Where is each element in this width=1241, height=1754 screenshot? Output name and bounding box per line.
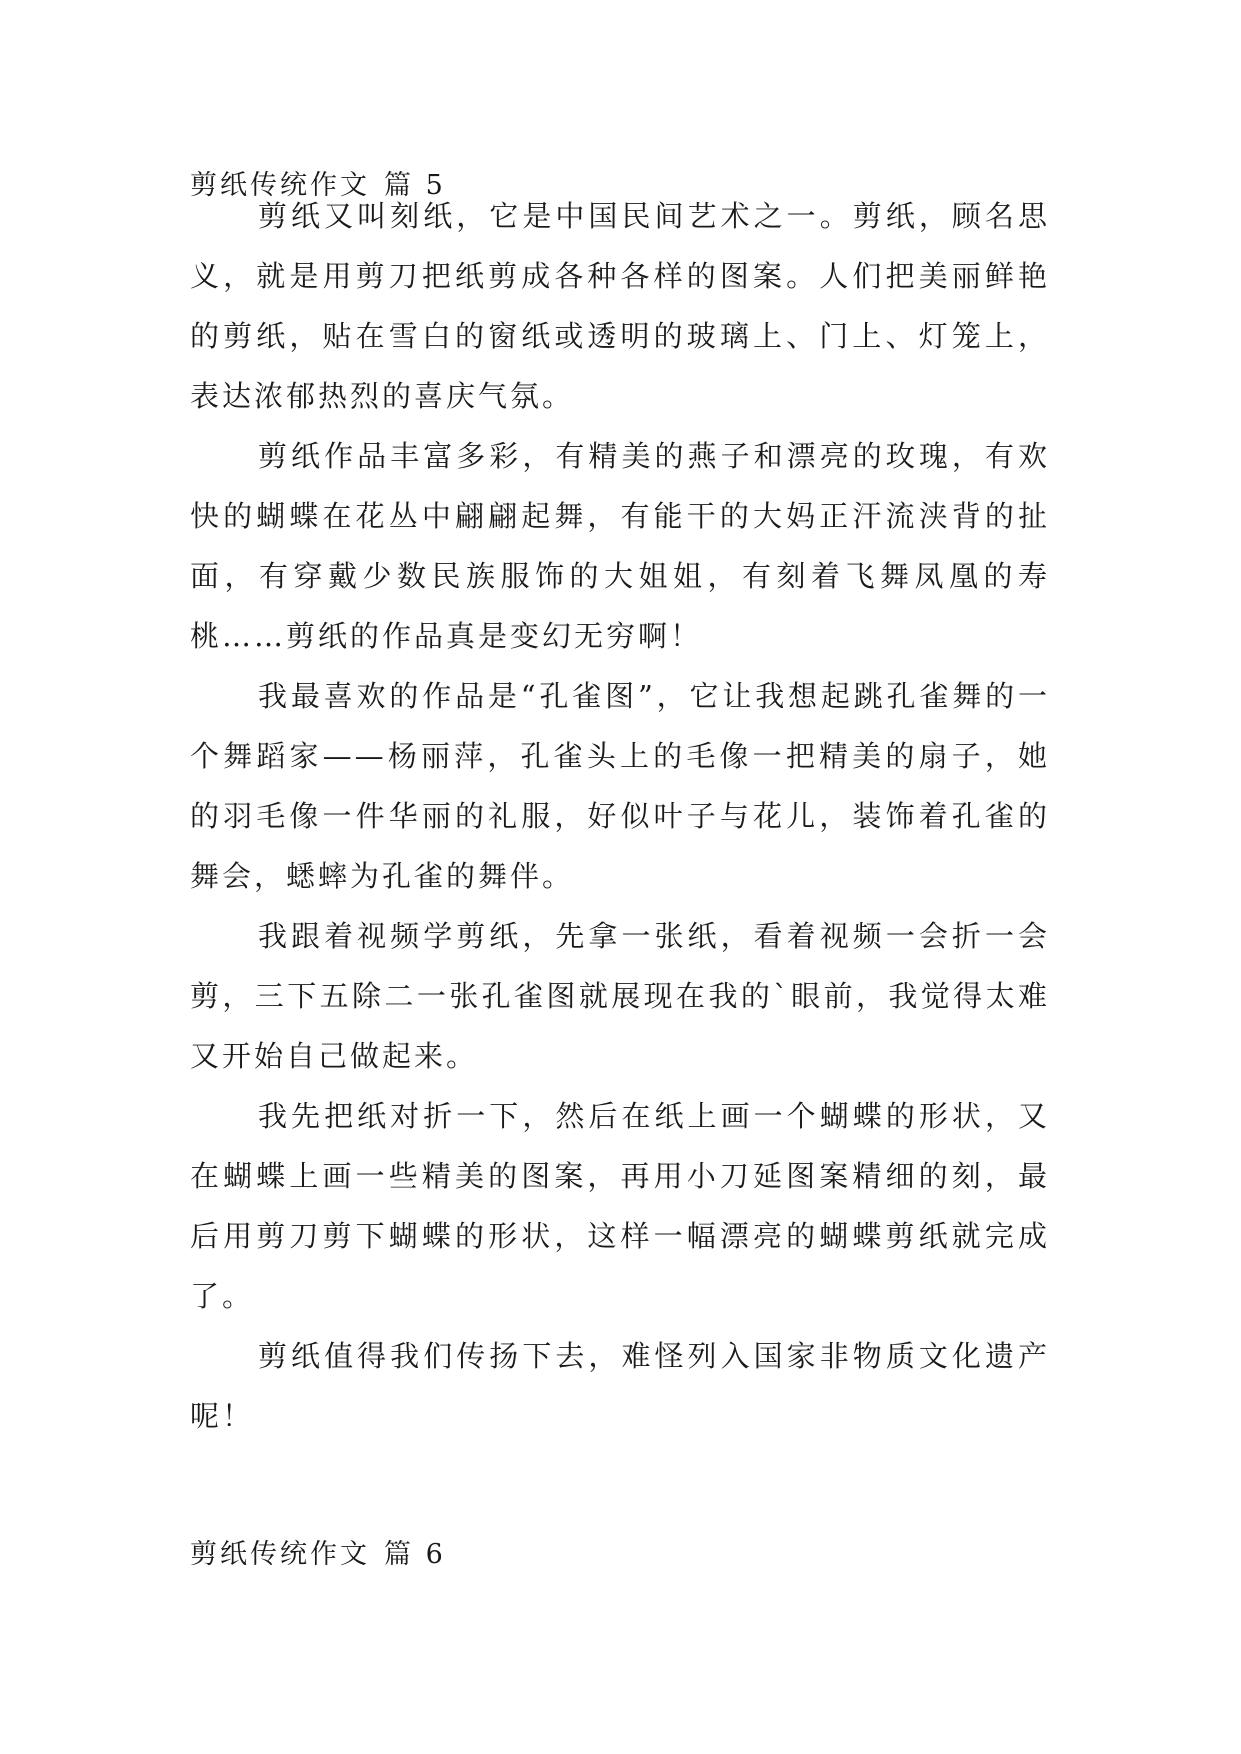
paragraph-2: 剪纸作品丰富多彩，有精美的燕子和漂亮的玫瑰，有欢快的蝴蝶在花丛中翩翩起舞，有能干的大妈正汗流浃背的扯面，有穿戴少数民族服饰的大姐姐，有刻着飞舞凤凰的寿桃……剪纸的作品真是变幻无穷啊！ (190, 439, 1050, 653)
paragraph-4: 我跟着视频学剪纸，先拿一张纸，看着视频一会折一会剪，三下五除二一张孔雀图就展现在我的`眼前，我觉得太难又开始自己做起来。 (190, 919, 1050, 1073)
paragraph-5: 我先把纸对折一下，然后在纸上画一个蝴蝶的形状，又在蝴蝶上画一些精美的图案，再用小刀延图案精细的刻，最后用剪刀剪下蝴蝶的形状，这样一幅漂亮的蝴蝶剪纸就完成了。 (190, 1099, 1050, 1313)
paragraph-1: 剪纸又叫刻纸，它是中国民间艺术之一。剪纸，顾名思义，就是用剪刀把纸剪成各种各样的图案。人们把美丽鲜艳的剪纸，贴在雪白的窗纸或透明的玻璃上、门上、灯笼上，表达浓郁热烈的喜庆气氛。 (190, 199, 1050, 413)
paragraph-6: 剪纸值得我们传扬下去，难怪列入国家非物质文化遗产呢！ (190, 1339, 1050, 1433)
paragraph-3: 我最喜欢的作品是“孔雀图”，它让我想起跳孔雀舞的一个舞蹈家——杨丽萍，孔雀头上的毛像一把精美的扇子，她的羽毛像一件华丽的礼服，好似叶子与花儿，装饰着孔雀的舞会，蟋蟀为孔雀的舞伴。 (190, 679, 1050, 893)
section-5-title: 剪纸传统作文 (190, 170, 370, 201)
section-5-number: 篇 5 (384, 170, 446, 201)
section-6-title: 剪纸传统作文 (190, 1539, 370, 1570)
section-6-number: 篇 6 (384, 1539, 446, 1570)
section-6-heading (190, 1535, 446, 1575)
